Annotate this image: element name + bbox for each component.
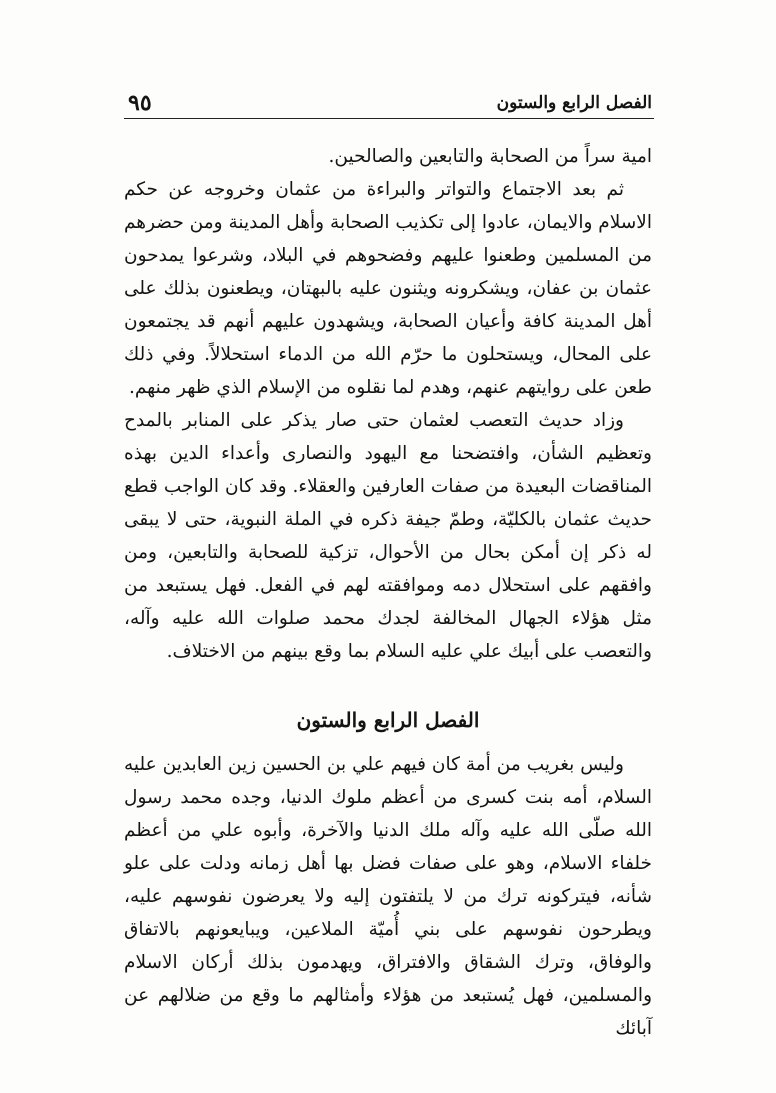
paragraph: وزاد حديث التعصب لعثمان حتى صار يذكر على المنابر بالمدح وتعظيم الشأن، وافتضحنا مع اليهود والنصارى وأعداء الدين بهذه المناقضات البعيدة من صفات العارفين والعقلاء. وقد كان الواجب قطع حديث عثمان بالكليّة، وطمّ جيفة ذكره في الملة النبوية، حتى لا يبقى له ذكر إن أمكن بحال من الأحوال، تزكية للصحابة والتابعين، ومن وافقهم على استحلال دمه وموافقته لهم في الفعل. فهل يستبعد من مثل هؤلاء الجهال المخالفة لجدك محمد صلوات الله عليه وآله، والتعصب على أبيك علي عليه السلام بما وقع بينهم من الاختلاف. — [124, 410, 652, 662]
page-body — [124, 140, 652, 1045]
page-header — [124, 84, 654, 119]
running-title: الفصل الرابع والستون — [496, 93, 652, 113]
chapter-heading: الفصل الرابع والستون — [296, 708, 480, 732]
paragraph: امية سراً من الصحابة والتابعين والصالحين. — [328, 146, 652, 167]
page-number: ٩٥ — [128, 90, 152, 116]
paragraph: وليس بغريب من أمة كان فيهم علي بن الحسين زين العابدين عليه السلام، أمه بنت كسرى من أعظم ملوك الدنيا، وجده محمد رسول الله صلّى الله عليه وآله ملك الدنيا والآخرة، وأبوه علي من أعظم خلفاء الاسلام، وهو على صفات فضل بها أهل زمانه ودلت على علو شأنه، فيتركونه ترك من لا يلتفتون إليه ولا يعرضون نفوسهم عليه، ويطرحون نفوسهم على بني أُميّة الملاعين، ويبايعونهم بالاتفاق والوفاق، وترك الشقاق والافتراق، ويهدمون بذلك أركان الاسلام والمسلمين، فهل يُستبعد من هؤلاء وأمثالهم ما وقع من ضلالهم عن آبائك — [124, 754, 652, 1039]
paragraph: ثم بعد الاجتماع والتواتر والبراءة من عثمان وخروجه عن حكم الاسلام والايمان، عادوا إلى تكذيب الصحابة وأهل المدينة ومن حضرهم من المسلمين وطعنوا عليهم وفضحوهم في البلاد، وشرعوا يمدحون عثمان بن عفان، ويشكرونه ويثنون عليه بالبهتان، ويطعنون بذلك على أهل المدينة كافة وأعيان الصحابة، ويشهدون عليهم أنهم قد يجتمعون على المحال، ويستحلون ما حرّم الله من الدماء استحلالاً. وفي ذلك طعن على روايتهم عنهم، وهدم لما نقلوه من الإسلام الذي ظهر منهم. — [124, 179, 652, 398]
